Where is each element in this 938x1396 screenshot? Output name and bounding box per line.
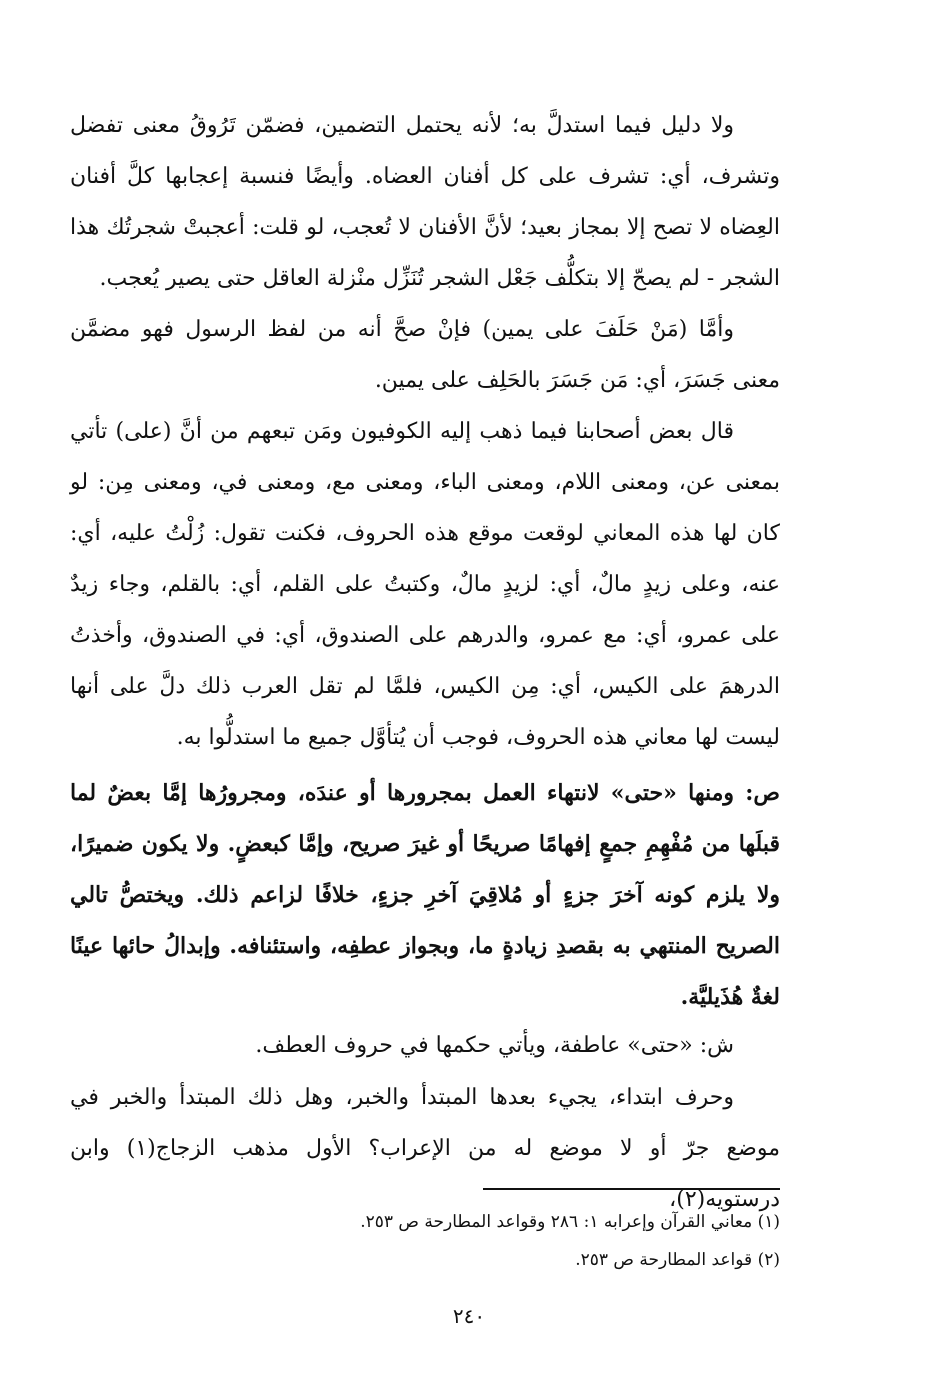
page-number: ٢٤٠ xyxy=(452,1304,486,1328)
paragraph-3: قال بعض أصحابنا فيما ذهب إليه الكوفيون ومَن تبعهم من أنَّ (على) تأتي بمعنى عن، ومعنى اللام، ومعنى الباء، ومعنى مع، ومعنى في، ومعنى مِن: لو كان لها هذه المعاني لوقعت موقع هذه الحروف، فكنت تقول: زُلْتُ عليه، أي: عنه، وعلى زيدٍ مالٌ، أي: لزيدٍ مالٌ، وكتبتُ على القلم، أي: بالقلم، وجاء زيدٌ على عمرو، أي: مع عمرو، والدرهم على الصندوق، أي: في الصندوق، وأخذتُ الدرهمَ على الكيس، أي: مِن الكيس، فلمَّا لم تقل العرب ذلك دلَّ على أنها ليست لها معاني هذه الحروف، فوجب أن يُتأوَّل جميع ما استدلُّوا به. xyxy=(70,419,780,750)
paragraph-5-sharh: ش: «حتى» عاطفة، ويأتي حكمها في حروف العطف. xyxy=(255,1033,734,1058)
paragraph-4-matn: ص: ومنها «حتى» لانتهاء العمل بمجرورها أو عندَه، ومجرورُها إمَّا بعضٌ لما قبلَها من مُفْهِمِ جمعٍ إفهامًا صريحًا أو غيرَ صريح، وإمَّا كبعضٍ. ولا يكون ضميرًا، ولا يلزم كونه آخرَ جزءٍ أو مُلاقِيَ آخرِ جزءٍ، خلافًا لزاعم ذلك. ويختصُّ تالي الصريح المنتهي به بقصدِ زيادةٍ ما، وبجواز عطفِه، واستئنافه. وإبدالُ حائها عينًا لغةٌ هُذَيليَّة. xyxy=(70,780,780,1010)
footnote-divider xyxy=(483,1188,780,1190)
footnote-2: (٢) قواعد المطارحة ص ٢٥٣. xyxy=(575,1250,780,1270)
paragraph-1: ولا دليل فيما استدلَّ به؛ لأنه يحتمل التضمين، فضمّن تَرُوقُ معنى تفضل وتشرف، أي: تشرف على كل أفنان العضاه. وأيضًا فنسبة إعجابها كلَّ أفنان العِضاه لا تصح إلا بمجاز بعيد؛ لأنَّ الأفنان لا تُعجب، لو قلت: أعجبتْ شجرتُك هذا الشجر - لم يصحّ إلا بتكلُّف جَعْل الشجر تُنَزِّل منْزلة العاقل حتى يصير يُعجب. xyxy=(70,113,780,291)
footnote-1: (١) معاني القرآن وإعرابه ١: ٢٨٦ وقواعد المطارحة ص ٢٥٣. xyxy=(360,1212,780,1232)
paragraph-6: وحرف ابتداء، يجيء بعدها المبتدأ والخبر، وهل ذلك المبتدأ والخبر في موضع جرّ أو لا موضع له من الإعراب؟ الأول مذهب الزجاج(١) وابن درستويه(٢)، xyxy=(70,1085,780,1212)
paragraph-2: وأمَّا (مَنْ حَلَفَ على يمين) فإنْ صحَّ أنه من لفظ الرسول فهو مضمَّن معنى جَسَرَ، أي: مَن جَسَرَ بالحَلِف على يمين. xyxy=(70,317,780,393)
